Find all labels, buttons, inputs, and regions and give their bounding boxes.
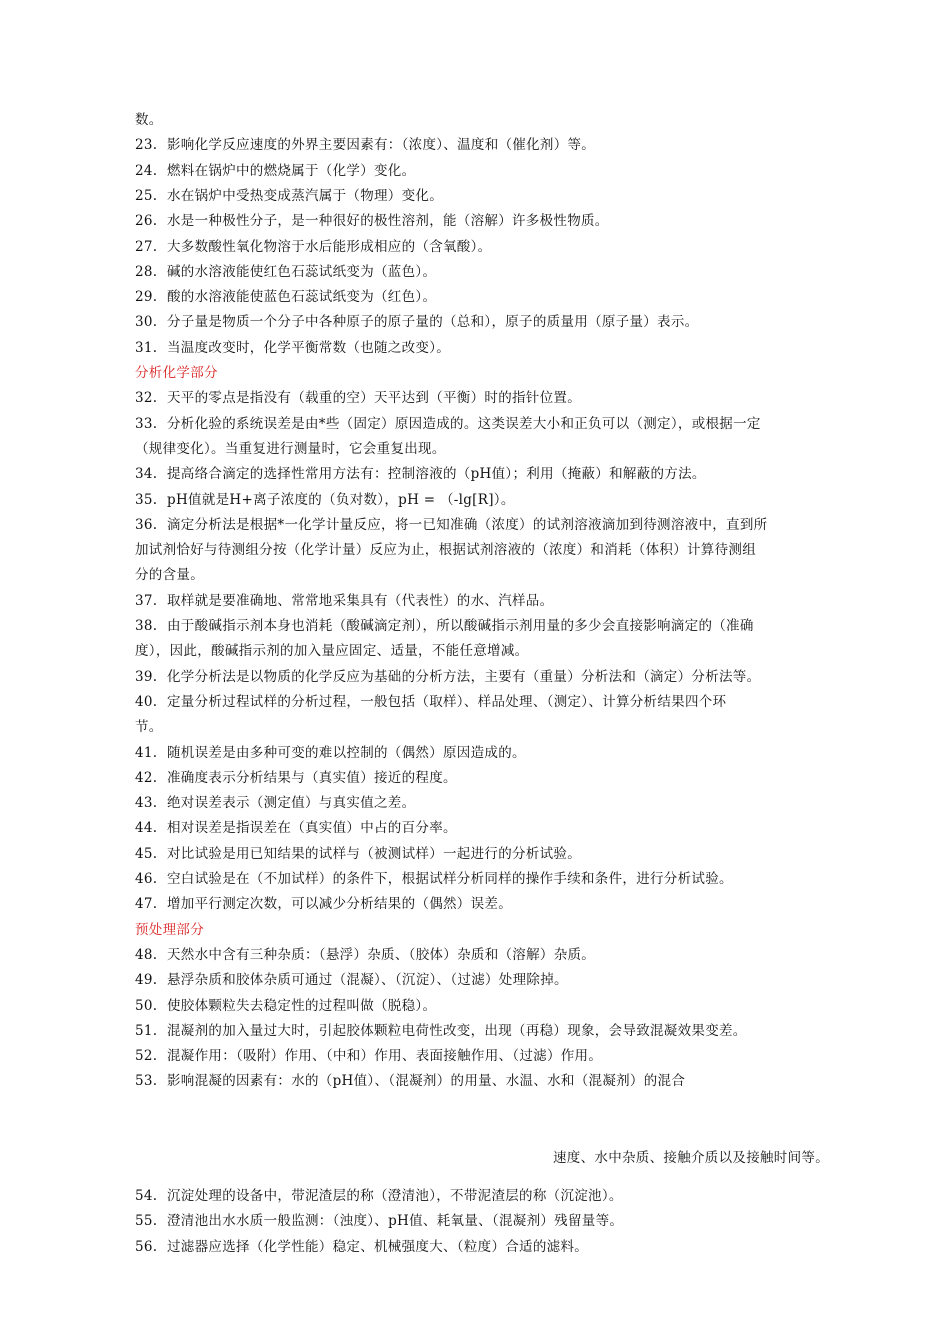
document-line bbox=[135, 440, 870, 458]
item-number: 40. bbox=[135, 693, 158, 710]
document-line bbox=[135, 617, 870, 635]
document-line bbox=[135, 769, 870, 787]
document-line bbox=[135, 288, 870, 306]
line-text: 数。 bbox=[135, 112, 163, 128]
document-line bbox=[135, 845, 870, 863]
item-number: 39. bbox=[135, 668, 158, 685]
line-text: 由于酸碱指示剂本身也消耗（酸碱滴定剂），所以酸碱指示剂用量的多少会直接影响滴定的（准确 bbox=[167, 618, 754, 634]
document-line bbox=[135, 541, 870, 559]
document-line bbox=[135, 1187, 870, 1205]
document-line bbox=[135, 693, 870, 711]
document-line bbox=[135, 491, 870, 509]
document-line bbox=[135, 465, 870, 483]
line-text: 水是一种极性分子，是一种很好的极性溶剂，能（溶解）许多极性物质。 bbox=[167, 213, 609, 230]
document-line bbox=[135, 1238, 870, 1256]
line-text: 混凝剂的加入量过大时，引起胶体颗粒电荷性改变，出现（再稳）现象，会导致混凝效果变差。 bbox=[167, 1022, 747, 1039]
document-line bbox=[135, 592, 870, 610]
line-text: 准确度表示分析结果与（真实值）接近的程度。 bbox=[167, 769, 457, 786]
document-line bbox=[135, 997, 870, 1015]
line-text: 相对误差是指误差在（真实值）中占的百分率。 bbox=[167, 820, 457, 837]
line-text: 天然水中含有三种杂质：（悬浮）杂质、（胶体）杂质和（溶解）杂质。 bbox=[167, 946, 596, 963]
line-text: 影响化学反应速度的外界主要因素有：（浓度）、温度和（催化剂）等。 bbox=[167, 137, 596, 154]
document-line bbox=[135, 668, 870, 686]
item-number: 56. bbox=[135, 1238, 158, 1255]
item-number: 29. bbox=[135, 289, 158, 306]
document-line bbox=[135, 339, 870, 357]
item-number: 55. bbox=[135, 1213, 158, 1230]
document-line bbox=[135, 111, 870, 129]
item-number: 32. bbox=[135, 390, 158, 407]
document-line bbox=[135, 389, 870, 407]
item-number: 24. bbox=[135, 162, 158, 179]
line-text: 沉淀处理的设备中，带泥渣层的称（澄清池），不带泥渣层的称（沉淀池）。 bbox=[167, 1188, 623, 1204]
document-line bbox=[135, 136, 870, 154]
item-number: 41. bbox=[135, 744, 158, 761]
item-number: 48. bbox=[135, 946, 158, 963]
item-number: 38. bbox=[135, 618, 158, 634]
document-line bbox=[135, 642, 870, 660]
document-line bbox=[135, 415, 870, 433]
line-text: 使胶体颗粒失去稳定性的过程叫做（脱稳）。 bbox=[167, 997, 437, 1014]
document-line bbox=[135, 946, 870, 964]
item-number: 33. bbox=[135, 415, 158, 432]
line-text: 随机误差是由多种可变的难以控制的（偶然）原因造成的。 bbox=[167, 744, 526, 761]
line-text: 天平的零点是指没有（载重的空）天平达到（平衡）时的指针位置。 bbox=[167, 390, 581, 407]
section-heading bbox=[135, 921, 870, 939]
item-number: 31. bbox=[135, 339, 158, 356]
item-number: 28. bbox=[135, 263, 158, 280]
document-line bbox=[135, 238, 870, 256]
line-text: 过滤器应选择（化学性能）稳定、机械强度大、（粒度）合适的滤料。 bbox=[167, 1238, 589, 1255]
line-text: 增加平行测定次数，可以减少分析结果的（偶然）误差。 bbox=[167, 896, 512, 913]
line-text: 加试剂恰好与待测组分按（化学计量）反应为止，根据试剂溶液的（浓度）和消耗（体积）计算待测组 bbox=[135, 542, 756, 559]
item-number: 43. bbox=[135, 795, 158, 812]
section-heading bbox=[135, 364, 870, 382]
document-line bbox=[135, 1072, 870, 1090]
item-number: 46. bbox=[135, 871, 158, 887]
line-text: 悬浮杂质和胶体杂质可通过（混凝）、（沉淀）、（过滤）处理除掉。 bbox=[167, 972, 568, 989]
document-line bbox=[135, 895, 870, 913]
line-text: 节。 bbox=[135, 719, 163, 736]
document-line bbox=[135, 187, 870, 205]
item-number: 49. bbox=[135, 972, 158, 989]
item-number: 27. bbox=[135, 238, 158, 255]
line-text: 分析化学部分 bbox=[135, 365, 218, 381]
document-line bbox=[135, 313, 870, 331]
line-text: 燃料在锅炉中的燃烧属于（化学）变化。 bbox=[167, 162, 416, 179]
document-line bbox=[135, 566, 870, 584]
item-number: 50. bbox=[135, 997, 158, 1014]
item-number: 52. bbox=[135, 1048, 158, 1065]
document-line bbox=[135, 1022, 870, 1040]
item-number: 25. bbox=[135, 187, 158, 204]
document-line bbox=[135, 870, 870, 888]
line-text: 碱的水溶液能使红色石蕊试纸变为（蓝色）。 bbox=[167, 263, 437, 280]
item-number: 44. bbox=[135, 820, 158, 837]
continuation-text: 速度、水中杂质、接触介质以及接触时间等。 bbox=[553, 1150, 829, 1166]
line-text: 水在锅炉中受热变成蒸汽属于（物理）变化。 bbox=[167, 187, 443, 204]
line-text: 取样就是要准确地、常常地采集具有（代表性）的水、汽样品。 bbox=[167, 592, 554, 609]
item-number: 47. bbox=[135, 896, 158, 913]
line-text: 度），因此，酸碱指示剂的加入量应固定、适量，不能任意增减。 bbox=[135, 643, 529, 660]
document-line bbox=[135, 516, 870, 534]
line-text: 化学分析法是以物质的化学反应为基础的分析方法，主要有（重量）分析法和（滴定）分析法等。 bbox=[167, 668, 761, 685]
document-line bbox=[135, 162, 870, 180]
item-number: 53. bbox=[135, 1073, 158, 1090]
document-line bbox=[135, 212, 870, 230]
line-text: 滴定分析法是根据*一化学计量反应，将一已知准确（浓度）的试剂溶液滴加到待测溶液中，直到所 bbox=[167, 516, 768, 533]
document-line bbox=[135, 1212, 870, 1230]
line-text: 分析化验的系统误差是由*些（固定）原因造成的。这类误差大小和正负可以（测定），或根据一定 bbox=[167, 415, 761, 432]
line-text: 酸的水溶液能使蓝色石蕊试纸变为（红色）。 bbox=[167, 289, 437, 306]
line-text: 提高络合滴定的选择性常用方法有：控制溶液的（pH值）；利用（掩蔽）和解蔽的方法。 bbox=[167, 466, 706, 483]
document-line bbox=[135, 1047, 870, 1065]
document-line bbox=[135, 794, 870, 812]
line-text: 分子量是物质一个分子中各种原子的原子量的（总和），原子的质量用（原子量）表示。 bbox=[167, 314, 699, 331]
line-text: 绝对误差表示（测定值）与真实值之差。 bbox=[167, 795, 416, 812]
line-text: 空白试验是在（不加试样）的条件下，根据试样分析同样的操作手续和条件，进行分析试验。 bbox=[167, 871, 733, 887]
item-number: 51. bbox=[135, 1022, 158, 1039]
item-number: 34. bbox=[135, 466, 158, 483]
document-line bbox=[135, 971, 870, 989]
line-text: 定量分析过程试样的分析过程，一般包括（取样）、样品处理、（测定）、计算分析结果四个环 bbox=[167, 693, 727, 710]
item-number: 35. bbox=[135, 491, 158, 508]
line-text: 预处理部分 bbox=[135, 921, 204, 938]
item-number: 54. bbox=[135, 1188, 158, 1204]
line-text: 当温度改变时，化学平衡常数（也随之改变）。 bbox=[167, 339, 451, 356]
line-text: 影响混凝的因素有：水的（pH值）、（混凝剂）的用量、水温、水和（混凝剂）的混合 bbox=[167, 1073, 686, 1090]
item-number: 23. bbox=[135, 137, 158, 154]
item-number: 26. bbox=[135, 213, 158, 230]
item-number: 45. bbox=[135, 845, 158, 862]
document-line bbox=[135, 718, 870, 736]
line-text: 对比试验是用已知结果的试样与（被测试样）一起进行的分析试验。 bbox=[167, 845, 581, 862]
document-line bbox=[135, 819, 870, 837]
document-line bbox=[135, 263, 870, 281]
line-text: 分的含量。 bbox=[135, 567, 204, 584]
item-number: 42. bbox=[135, 769, 158, 786]
line-text: 混凝作用：（吸附）作用、（中和）作用、表面接触作用、（过滤）作用。 bbox=[167, 1048, 603, 1065]
line-text: pH值就是H+离子浓度的（负对数），pH = （-lg[R]）。 bbox=[167, 491, 515, 508]
line-text: （规律变化）。当重复进行测量时，它会重复出现。 bbox=[135, 440, 446, 457]
item-number: 36. bbox=[135, 516, 158, 533]
line-text: 澄清池出水水质一般监测：（浊度）、pH值、耗氧量、（混凝剂）残留量等。 bbox=[167, 1213, 624, 1230]
line-text: 大多数酸性氧化物溶于水后能形成相应的（含氧酸）。 bbox=[167, 238, 492, 255]
item-number: 37. bbox=[135, 592, 158, 609]
item-number: 30. bbox=[135, 314, 158, 331]
document-line bbox=[135, 744, 870, 762]
